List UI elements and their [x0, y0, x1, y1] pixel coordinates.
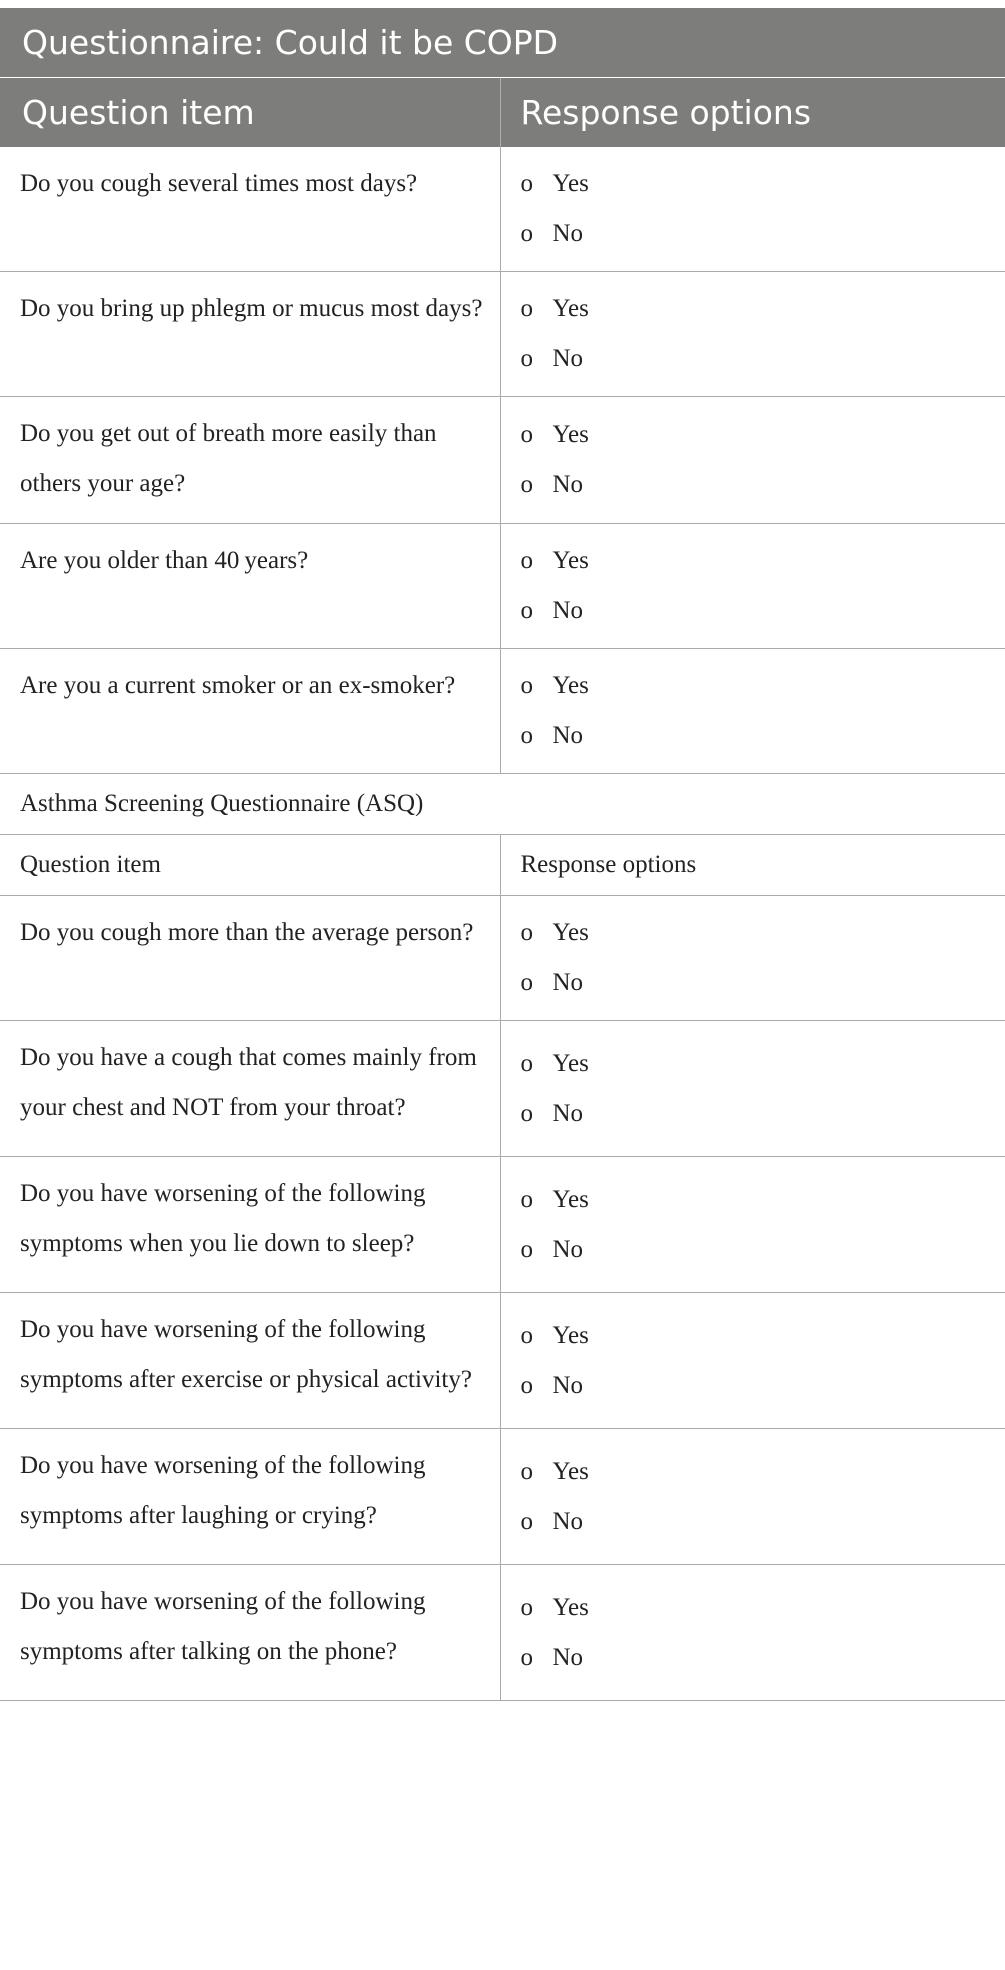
option-no[interactable]	[521, 1225, 1005, 1275]
option-bullet-icon: o	[520, 1321, 533, 1349]
option-yes[interactable]	[521, 1311, 1005, 1361]
option-yes[interactable]	[521, 159, 1005, 209]
option-label: No	[552, 722, 584, 749]
table-row	[0, 524, 1005, 649]
option-no[interactable]	[521, 958, 1005, 1008]
subheader-row	[0, 835, 1005, 896]
question-text: Do you have worsening of the following symptoms after laughing or crying?	[0, 1429, 500, 1565]
option-yes[interactable]	[521, 908, 1005, 958]
option-bullet-icon: o	[520, 1049, 533, 1077]
table-title: Questionnaire: Could it be COPD	[0, 8, 1005, 78]
subheader-response: Response options	[500, 835, 1005, 896]
option-bullet-icon: o	[520, 1235, 533, 1263]
option-bullet-icon: o	[520, 919, 533, 946]
option-label: No	[552, 969, 584, 996]
response-options	[500, 1429, 1005, 1565]
option-bullet-icon: o	[520, 1099, 533, 1127]
option-label: No	[552, 345, 584, 372]
table-row	[0, 272, 1005, 397]
option-no[interactable]	[521, 586, 1005, 636]
response-options	[500, 1565, 1005, 1701]
option-label: Yes	[552, 1593, 589, 1621]
column-header-response: Response options	[500, 78, 1005, 148]
option-bullet-icon: o	[520, 1371, 533, 1399]
table-row	[0, 1021, 1005, 1157]
option-bullet-icon: o	[520, 220, 533, 247]
response-options	[500, 1021, 1005, 1157]
option-yes[interactable]	[521, 661, 1005, 711]
option-yes[interactable]	[521, 1175, 1005, 1225]
option-bullet-icon: o	[520, 1507, 533, 1535]
option-bullet-icon: o	[520, 295, 533, 322]
option-bullet-icon: o	[520, 421, 533, 448]
option-no[interactable]	[521, 1633, 1005, 1683]
table-row	[0, 896, 1005, 1021]
option-label: No	[552, 597, 584, 624]
option-no[interactable]	[521, 1361, 1005, 1411]
table-row	[0, 397, 1005, 524]
option-yes[interactable]	[521, 284, 1005, 334]
table-row	[0, 147, 1005, 272]
option-label: Yes	[552, 295, 589, 322]
option-yes[interactable]	[521, 1583, 1005, 1633]
response-options	[500, 147, 1005, 272]
section-row	[0, 774, 1005, 835]
table-row	[0, 649, 1005, 774]
option-label: Yes	[552, 1185, 589, 1213]
response-options	[500, 397, 1005, 524]
option-no[interactable]	[521, 209, 1005, 259]
option-no[interactable]	[521, 334, 1005, 384]
response-options	[500, 272, 1005, 397]
question-text: Are you a current smoker or an ex-smoker?	[0, 649, 500, 774]
response-options	[500, 1293, 1005, 1429]
questionnaire-table	[0, 8, 1005, 1701]
option-bullet-icon: o	[520, 969, 533, 996]
option-yes[interactable]	[521, 536, 1005, 586]
section-title: Asthma Screening Questionnaire (ASQ)	[0, 774, 1005, 835]
question-text: Do you cough more than the average person?	[0, 896, 500, 1021]
option-yes[interactable]	[521, 410, 1005, 460]
option-bullet-icon: o	[520, 345, 533, 372]
column-header-question: Question item	[0, 78, 500, 148]
option-label: Yes	[552, 421, 589, 448]
question-text: Do you cough several times most days?	[0, 147, 500, 272]
table-row	[0, 1157, 1005, 1293]
question-text: Do you have worsening of the following symptoms after talking on the phone?	[0, 1565, 500, 1701]
option-bullet-icon: o	[520, 1593, 533, 1621]
option-label: No	[552, 220, 584, 247]
option-bullet-icon: o	[520, 1185, 533, 1213]
table-row	[0, 1565, 1005, 1701]
option-label: Yes	[552, 1457, 589, 1485]
subheader-question: Question item	[0, 835, 500, 896]
header-row	[0, 78, 1005, 148]
title-row	[0, 8, 1005, 78]
option-label: No	[552, 1235, 584, 1263]
response-options	[500, 896, 1005, 1021]
option-no[interactable]	[521, 1089, 1005, 1139]
table-row	[0, 1429, 1005, 1565]
option-label: No	[552, 471, 584, 498]
option-no[interactable]	[521, 1497, 1005, 1547]
option-label: Yes	[552, 919, 589, 946]
option-bullet-icon: o	[520, 1643, 533, 1671]
option-no[interactable]	[521, 711, 1005, 761]
question-text: Do you bring up phlegm or mucus most days?	[0, 272, 500, 397]
question-text: Do you get out of breath more easily than others your age?	[0, 397, 500, 524]
option-bullet-icon: o	[520, 722, 533, 749]
question-text: Do you have worsening of the following symptoms after exercise or physical activity?	[0, 1293, 500, 1429]
option-bullet-icon: o	[520, 471, 533, 498]
option-label: No	[552, 1371, 584, 1399]
option-yes[interactable]	[521, 1447, 1005, 1497]
option-label: Yes	[552, 170, 589, 197]
option-label: Yes	[552, 1321, 589, 1349]
option-label: Yes	[552, 1049, 589, 1077]
option-bullet-icon: o	[520, 1457, 533, 1485]
option-yes[interactable]	[521, 1039, 1005, 1089]
option-bullet-icon: o	[520, 547, 533, 574]
option-bullet-icon: o	[520, 672, 533, 699]
option-bullet-icon: o	[520, 170, 533, 197]
response-options	[500, 524, 1005, 649]
table-row	[0, 1293, 1005, 1429]
option-label: No	[552, 1099, 584, 1127]
response-options	[500, 1157, 1005, 1293]
option-label: Yes	[552, 547, 589, 574]
question-text: Do you have a cough that comes mainly from your chest and NOT from your throat?	[0, 1021, 500, 1157]
option-label: No	[552, 1507, 584, 1535]
option-label: No	[552, 1643, 584, 1671]
response-options	[500, 649, 1005, 774]
option-no[interactable]	[521, 460, 1005, 510]
option-bullet-icon: o	[520, 597, 533, 624]
option-label: Yes	[552, 672, 589, 699]
question-text: Do you have worsening of the following symptoms when you lie down to sleep?	[0, 1157, 500, 1293]
question-text: Are you older than 40 years?	[0, 524, 500, 649]
